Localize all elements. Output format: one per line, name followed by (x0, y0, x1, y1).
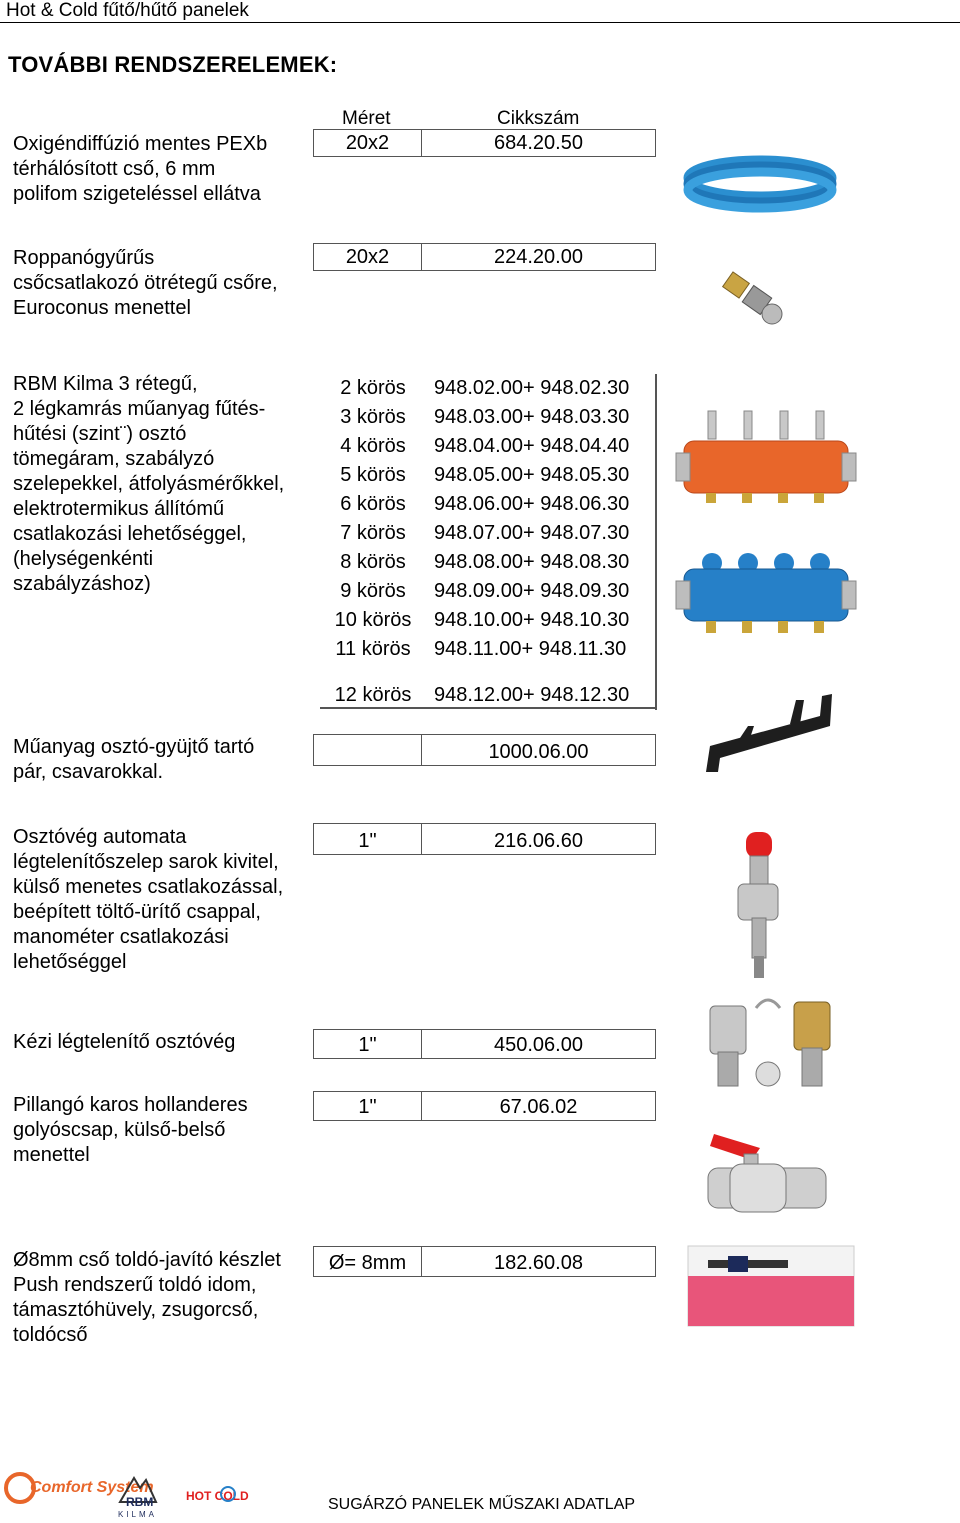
table-row: 6 körös 948.06.00+ 948.06.30 (340, 493, 630, 515)
item-code: 224.20.00 (494, 246, 583, 268)
manifold-table (320, 374, 656, 710)
item-code: 1000.06.00 (488, 741, 589, 763)
item-description-ball-valve: Pillangó karos hollanderes golyóscsap, külső-belső menettel (13, 1094, 248, 1166)
item-size: 1" (314, 1030, 422, 1058)
table-row: 10 körös 948.10.00+ 948.10.30 (334, 609, 630, 631)
item-description-manual-vent: Kézi légtelenítő osztóvég (13, 1031, 236, 1053)
table-row: 3 körös 948.03.00+ 948.03.30 (340, 406, 630, 428)
item-row-manual-vent (313, 1029, 656, 1059)
section-title: TOVÁBBI RENDSZERELEMEK: (8, 52, 338, 77)
fitting-image (720, 262, 790, 332)
item-code: 216.06.60 (494, 830, 583, 852)
table-row: 12 körös 948.12.00+ 948.12.30 (334, 684, 630, 706)
column-header-code: Cikkszám (497, 108, 580, 129)
footer-text: SUGÁRZÓ PANELEK MŰSZAKI ADATLAP (328, 1496, 636, 1513)
hot-cold-logo (186, 1480, 276, 1510)
svg-text:RBM: RBM (126, 1495, 154, 1509)
svg-text:KILMA: KILMA (118, 1510, 158, 1519)
item-row-repair-kit (313, 1246, 656, 1277)
item-row-ball-valve (313, 1091, 656, 1121)
item-size (314, 735, 422, 765)
svg-text:Comfort System: Comfort System (30, 1479, 154, 1496)
bracket-image (700, 686, 840, 776)
table-row: 8 körös 948.08.00+ 948.08.30 (340, 551, 630, 573)
item-description-ring-fitting: Roppanógyűrűs csőcsatlakozó ötrétegű csőre, Euroconus menettel (13, 247, 278, 319)
table-row: 11 körös 948.11.00+ 948.11.30 (335, 638, 627, 660)
repair-kit-image (688, 1246, 854, 1326)
item-description-repair-kit: Ø8mm cső toldó-javító készlet Push rendszerű toldó idom, támasztóhüvely, zsugorcső, toldócső (13, 1249, 281, 1346)
item-description-bracket: Műanyag osztó-gyüjtő tartó pár, csavarokkal. (13, 736, 255, 783)
item-size: 1" (314, 1092, 422, 1120)
svg-text:HOT COLD: HOT COLD (186, 1489, 249, 1503)
item-code: 67.06.02 (499, 1096, 578, 1118)
item-description-manifold: RBM Kilma 3 rétegű, 2 légkamrás műanyag fűtés- hűtési (szint¨) osztó tömegáram, szabályzó szelepekkel, átfolyásmérőkkel, elektrotermikus állítómű csatlakozási lehetőséggel, (helységenkénti szabályzáshoz) (13, 373, 285, 595)
table-row: 4 körös 948.04.00+ 948.04.40 (340, 435, 630, 457)
table-row: 2 körös 948.02.00+ 948.02.30 (340, 377, 630, 399)
table-border-bottom (320, 707, 657, 709)
rbm-logo (112, 1472, 168, 1518)
item-row-ring-fitting (313, 243, 656, 271)
item-size: 20x2 (314, 130, 422, 156)
item-size: 20x2 (314, 244, 422, 270)
table-row: 7 körös 948.07.00+ 948.07.30 (340, 522, 630, 544)
item-description-pexb: Oxigéndiffúzió mentes PEXb térhálósított cső, 6 mm polifom szigeteléssel ellátva (13, 133, 268, 205)
item-code: 450.06.00 (494, 1034, 583, 1056)
table-row: 5 körös 948.05.00+ 948.05.30 (340, 464, 630, 486)
column-header-size: Méret (342, 108, 391, 129)
item-size: 1" (314, 824, 422, 854)
header-title: Hot & Cold fűtő/hűtő panelek (6, 0, 249, 21)
air-vent-valve-image (728, 828, 798, 983)
header-divider (0, 22, 960, 23)
item-code: 684.20.50 (494, 132, 583, 154)
item-row-bracket (313, 734, 656, 766)
item-row-pexb (313, 129, 656, 157)
item-description-air-vent: Osztóvég automata légtelenítőszelep sarok kivitel, külső menetes csatlakozással, beépített töltő-ürítő csappal, manométer csatlakozási lehetőséggel (13, 826, 284, 973)
table-row: 9 körös 948.09.00+ 948.09.30 (340, 580, 630, 602)
ball-valve-image (700, 1128, 835, 1218)
item-size: Ø= 8mm (314, 1247, 422, 1276)
manifold-image (676, 405, 856, 640)
manual-vent-image (700, 988, 840, 1100)
pipe-coil-image (680, 150, 845, 220)
table-border-right (655, 374, 657, 710)
item-code: 182.60.08 (494, 1252, 583, 1274)
item-row-air-vent (313, 823, 656, 855)
